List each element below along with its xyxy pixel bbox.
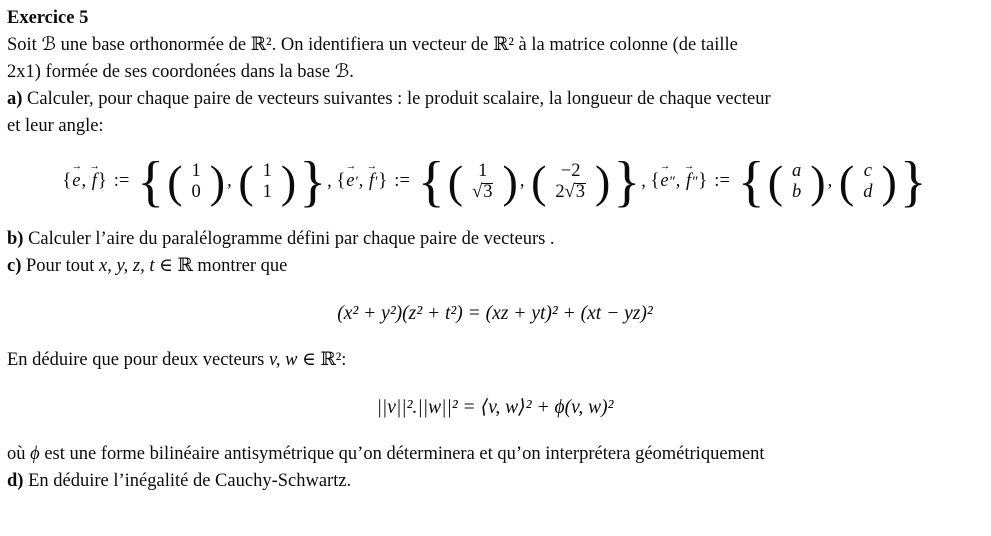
right-paren: )	[502, 156, 518, 207]
assign-symbol: :=	[113, 171, 130, 192]
deduce-line	[7, 347, 983, 374]
pair-set-1	[62, 151, 327, 213]
matrix-1-1	[167, 156, 226, 207]
assign-symbol: :=	[394, 171, 410, 192]
right-brace: }	[378, 171, 388, 192]
sqrt-icon: √	[472, 182, 483, 202]
prime-mark: ′	[355, 174, 359, 191]
vector-arrow-icon: →	[659, 161, 671, 173]
item-d-line	[7, 468, 983, 495]
vector-f-prime	[366, 161, 378, 192]
matrix-3-2	[838, 156, 897, 207]
sqrt-icon: √	[564, 182, 575, 202]
matrix-entries	[546, 161, 595, 203]
matrix-entry-top: 1	[478, 161, 488, 181]
matrix-2-2	[531, 156, 611, 207]
left-paren: (	[767, 156, 784, 207]
item-c-line	[7, 253, 983, 280]
vector-f-double-prime	[683, 161, 695, 192]
big-right-brace: }	[899, 151, 927, 213]
matrix-entry-top: c	[863, 161, 872, 181]
double-prime-mark: ″	[669, 174, 676, 191]
left-paren: (	[167, 156, 183, 207]
coefficient: 2	[555, 182, 565, 202]
identity-equation: (x² + y²)(z² + t²) = (xz + yt)² + (xt − yz)²	[337, 303, 653, 324]
deduce-text-pre: En déduire que pour deux vecteurs	[7, 350, 269, 370]
vector-arrow-icon: →	[89, 161, 100, 173]
item-c-variables: x, y, z, t	[98, 256, 155, 276]
item-d-label: d)	[7, 471, 24, 491]
phi-text-pre: où	[7, 444, 31, 464]
item-d-text: En déduire l’inégalité de Cauchy-Schwartz.	[23, 471, 352, 491]
left-paren: (	[238, 156, 254, 207]
assign-symbol: :=	[714, 171, 730, 192]
comma: ,	[358, 171, 368, 192]
matrix-entry-bottom: 1	[262, 182, 272, 202]
radicand: 3	[575, 182, 586, 202]
item-a-label: a)	[7, 89, 23, 109]
vector-letter-e: e	[346, 171, 355, 192]
pair-set-3	[650, 151, 928, 213]
matrix-entry-top: 1	[262, 161, 272, 181]
item-c-label: c)	[7, 256, 22, 276]
prime-mark: ′	[375, 174, 379, 191]
matrix-entry-top: 1	[191, 161, 201, 181]
matrix-entries	[854, 161, 881, 203]
matrix-entries	[463, 161, 502, 203]
left-brace: {	[336, 171, 346, 192]
vector-letter-f: f	[91, 171, 97, 192]
double-prime-mark: ″	[692, 174, 699, 191]
comma: ,	[675, 171, 686, 192]
vector-f	[89, 161, 100, 192]
left-brace: {	[62, 171, 72, 192]
big-right-brace: }	[613, 151, 641, 213]
left-paren: (	[447, 156, 464, 207]
item-c-text-post: ∈ ℝ montrer que	[154, 256, 288, 276]
matrix-entry-bottom	[472, 182, 493, 203]
matrix-entries	[183, 161, 210, 203]
comma: ,	[641, 171, 651, 192]
comma: ,	[327, 171, 337, 192]
vector-pairs-equation	[7, 151, 983, 213]
left-paren: (	[838, 156, 855, 207]
pair-set-2	[336, 151, 641, 213]
item-a-line-2: et leur angle:	[7, 116, 104, 136]
matrix-entry-bottom: b	[792, 182, 802, 202]
matrix-entries	[783, 161, 810, 203]
item-a-line-1	[7, 86, 983, 113]
matrix-2-1	[447, 156, 518, 207]
matrix-entry-bottom: d	[863, 182, 873, 202]
vector-e-prime	[345, 161, 357, 192]
right-brace: }	[698, 171, 708, 192]
big-left-brace: {	[417, 151, 445, 213]
left-brace: {	[650, 171, 660, 192]
intro-line-1: Soit ℬ une base orthonormée de ℝ². On identifiera un vecteur de ℝ² à la matrice colonne (de taille	[7, 35, 738, 55]
vector-letter-e: e	[72, 171, 81, 192]
matrix-entries	[254, 161, 281, 203]
comma: ,	[81, 171, 91, 192]
matrix-entry-top: −2	[560, 161, 581, 181]
phi-symbol: ϕ	[30, 444, 40, 464]
phi-line	[7, 441, 983, 468]
vector-e	[71, 161, 83, 192]
deduce-variables: v, w	[269, 350, 298, 370]
matrix-1-2	[238, 156, 297, 207]
vector-letter-f: f	[686, 171, 692, 192]
left-paren: (	[531, 156, 547, 207]
big-left-brace: {	[137, 151, 165, 213]
vector-arrow-icon: →	[345, 161, 357, 173]
vector-arrow-icon: →	[366, 161, 378, 173]
norm-product-equation: ||v||².||w||² = ⟨v, w⟩² + ϕ(v, w)²	[376, 397, 614, 418]
right-paren: )	[810, 156, 826, 207]
item-b-line	[7, 226, 983, 253]
radicand: 3	[483, 182, 493, 202]
right-brace: }	[97, 171, 107, 192]
matrix-entry-bottom	[555, 182, 586, 203]
item-b-text: Calculer l’aire du paralélogramme défini par chaque paire de vecteurs .	[23, 229, 555, 249]
right-paren: )	[595, 156, 611, 207]
matrix-entry-top: a	[792, 161, 802, 181]
vector-arrow-icon: →	[71, 161, 83, 173]
comma: ,	[519, 171, 530, 192]
item-c-text-pre: Pour tout	[21, 256, 99, 276]
vector-e-double-prime	[659, 161, 671, 192]
right-paren: )	[280, 156, 297, 207]
matrix-entry-bottom: 0	[191, 182, 201, 202]
item-a-text: Calculer, pour chaque paire de vecteurs suivantes : le produit scalaire, la longueur de chaque vecteur	[22, 89, 771, 109]
comma: ,	[227, 171, 237, 192]
vector-letter-e: e	[660, 171, 669, 192]
intro-line-2: 2x1) formée de ses coordonées dans la base ℬ.	[7, 62, 354, 82]
phi-text-post: est une forme bilinéaire antisymétrique qu’on déterminera et qu’on interprétera géométriquement	[39, 444, 765, 464]
item-b-label: b)	[7, 229, 24, 249]
vector-arrow-icon: →	[683, 161, 695, 173]
right-paren: )	[209, 156, 226, 207]
exercise-title: Exercice 5	[7, 8, 89, 28]
big-right-brace: }	[299, 151, 327, 213]
deduce-text-post: ∈ ℝ²:	[297, 350, 347, 370]
right-paren: )	[881, 156, 897, 207]
vector-letter-f: f	[369, 171, 375, 192]
matrix-3-1	[767, 156, 826, 207]
big-left-brace: {	[737, 151, 765, 213]
comma: ,	[827, 171, 837, 192]
